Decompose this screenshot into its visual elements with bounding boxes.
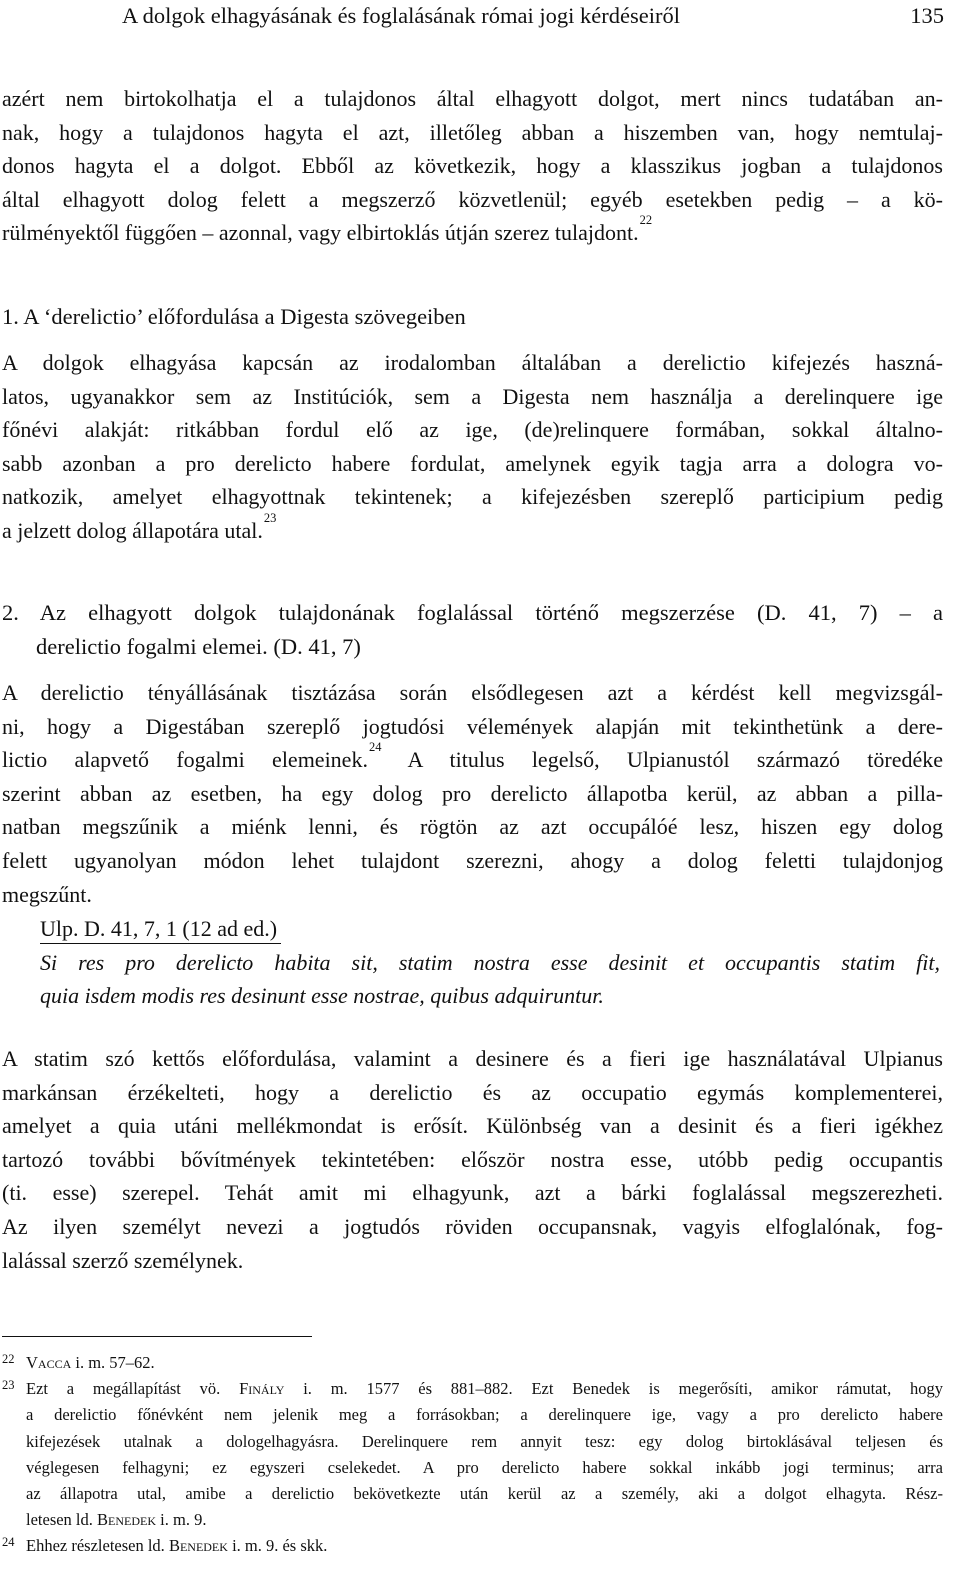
paragraph-section-1 (2, 346, 943, 548)
latin-quote-line: quia isdem modis res desinunt esse nostrae, quibus adquiruntur. (40, 983, 604, 1009)
text-line: natkozik, amelyet elhagyottnak tekintenek; a kifejezésben szereplő participium pedig (2, 484, 943, 510)
footnote-text: Ezt a megállapítást vö. (26, 1379, 240, 1399)
footnote-text: letesen ld. (26, 1510, 98, 1530)
text-line: latos, ugyanakkor sem az Institúciók, sem a Digesta nem használja a derelinquere ige (2, 383, 943, 409)
latin-quote-line: Si res pro derelicto habita sit, statim nostra esse desinit et occupantis statim fit, (40, 949, 940, 975)
author-name: Vacca (26, 1353, 72, 1372)
footnote-24 (2, 1533, 943, 1559)
text-line: donos hagyta el a dolgot. Ebből az következik, hogy a klasszikus jogban a tulajdonos (2, 153, 943, 179)
text-line: által elhagyott dolog felett a megszerző közvetlenül; egyéb esetekben pedig – a kö- (2, 186, 943, 212)
footnote-line: a derelictio főnévként nem jelenik meg a forrásokban; a derelinquere ige, vagy a pro derelicto habere (26, 1405, 943, 1425)
paragraph-final (2, 1042, 943, 1277)
footnotes (2, 1350, 943, 1560)
text-line-content: lictio alapvető fogalmi elemeinek. (2, 747, 368, 773)
text-line-content: a jelzett dolog állapotára utal. (2, 517, 263, 543)
text-line: sabb azonban a pro derelicto habere fordulat, amelynek egyik tagja arra a dologra vo- (2, 450, 943, 476)
text-line: azért nem birtokolhatja el a tulajdonos által elhagyott dolgot, mert nincs tudatában an- (2, 86, 943, 111)
section-heading-2 (2, 596, 943, 663)
page-number: 135 (910, 3, 944, 28)
text-line: szerint abban az esetben, ha egy dolog pro derelicto állapotba kerül, az abban a pilla- (2, 780, 943, 806)
quote-reference-line (40, 912, 940, 946)
text-line (2, 510, 943, 548)
footnote-line (26, 1507, 943, 1533)
footnote-line (26, 1533, 943, 1559)
footnote-22 (2, 1350, 943, 1376)
footnote-line: az állapotra utal, amibe a derelictio bekövetkezte után kerül az a személy, aki a dolgot elhagyta. Rész- (26, 1484, 943, 1504)
quote-reference: Ulp. D. 41, 7, 1 (12 ad ed.) (40, 915, 281, 944)
text-line: A derelictio tényállásának tisztázása során elsődlegesen azt a kérdést kell megvizsgál- (2, 680, 943, 705)
text-line: felett ugyanolyan módon lehet tulajdont szerezni, ahogy a dolog feletti tulajdonjog (2, 847, 943, 873)
footnote-text: i. m. 9. és skk. (227, 1536, 328, 1556)
text-line: főnévi alakját: ritkábban fordul elő az ige, (de)relinquere formában, sokkal általno- (2, 417, 943, 443)
paragraph-section-2 (2, 676, 943, 911)
text-line-content: A titulus legelső, Ulpianustól származó töredéke (381, 747, 943, 773)
text-line: A statim szó kettős előfordulása, valamint a desinere és a fieri ige használatával Ulpianus (2, 1046, 943, 1071)
footnote-text: i. m. 9. (156, 1510, 207, 1530)
text-line: amelyet a quia utáni mellékmondat is erősít. Különbség van a desinit és a fieri igékhez (2, 1113, 943, 1139)
source-quotation (40, 912, 940, 1013)
author-name: Benedek (168, 1536, 228, 1556)
heading-line: derelictio fogalmi elemei. (D. 41, 7) (36, 633, 361, 659)
text-line: ni, hogy a Digestában szereplő jogtudósi vélemények alapján mit tekinthetünk a dere- (2, 713, 943, 739)
section-heading-1: 1. A ‘derelictio’ előfordulása a Digesta szövegeiben (2, 304, 466, 329)
text-line (2, 740, 943, 777)
heading-line: 2. Az elhagyott dolgok tulajdonának foglalással történő megszerzése (D. 41, 7) – a (2, 600, 943, 625)
footnote-ref: 24 (368, 740, 382, 755)
paragraph-intro (2, 82, 943, 250)
footnote-line: véglegesen felhagyni; ez egyszeri cselekedet. A pro derelicto habere sokkal inkább jogi terminus; arra (26, 1457, 943, 1477)
footnote-ref: 23 (263, 510, 277, 525)
text-line: nak, hogy a tulajdonos hagyta el azt, illetőleg abban a hiszemben van, hogy nemtulaj- (2, 119, 943, 145)
footnote-line (26, 1350, 943, 1376)
footnote-line: kifejezések utalnak a dologelhagyásra. Derelinquere rem annyit tesz: egy dolog birtoklásával teljesen és (26, 1431, 943, 1451)
footnote-number: 24 (2, 1535, 15, 1550)
footnote-divider (2, 1336, 312, 1337)
footnote-ref: 22 (639, 213, 653, 228)
running-title: A dolgok elhagyásának és foglalásának római jogi kérdéseiről (122, 3, 680, 28)
running-head (0, 0, 944, 36)
text-line (2, 213, 943, 250)
text-line: Az ilyen személyt nevezi a jogtudós röviden occupansnak, vagyis elfoglalónak, fog- (2, 1213, 943, 1239)
text-line-content: rülményektől függően – azonnal, vagy elbirtoklás útján szerez tulajdont. (2, 220, 639, 246)
footnote-text: Ehhez részletesen ld. (26, 1536, 169, 1556)
footnote-23 (2, 1376, 943, 1533)
text-line: natban megszűnik a miénk lenni, és rögtön az azt occupálóé lesz, hiszen egy dolog (2, 814, 943, 840)
footnote-text: i. m. 57–62. (71, 1353, 155, 1372)
text-line: (ti. esse) szerepel. Tehát amit mi elhagyunk, azt a bárki foglalással megszerezheti. (2, 1180, 943, 1206)
text-line: markánsan érzékelteti, hogy a derelictio és az occupatio egymás komplementerei, (2, 1079, 943, 1105)
author-name: Benedek (97, 1510, 157, 1530)
footnote-line (26, 1376, 943, 1402)
footnote-number: 22 (2, 1352, 15, 1366)
author-name: Finály (239, 1379, 285, 1399)
footnote-number: 23 (2, 1378, 15, 1393)
text-line: A dolgok elhagyása kapcsán az irodalomban általában a derelictio kifejezés haszná- (2, 350, 943, 375)
text-line: lalással szerző személynek. (2, 1247, 244, 1273)
text-line: megszűnt. (2, 881, 92, 907)
footnote-text: i. m. 1577 és 881–882. Ezt Benedek is megerősíti, amikor rámutat, hogy (284, 1379, 943, 1399)
text-line: tartozó további bővítmények tekintetében: először nostra esse, utóbb pedig occupantis (2, 1146, 943, 1172)
